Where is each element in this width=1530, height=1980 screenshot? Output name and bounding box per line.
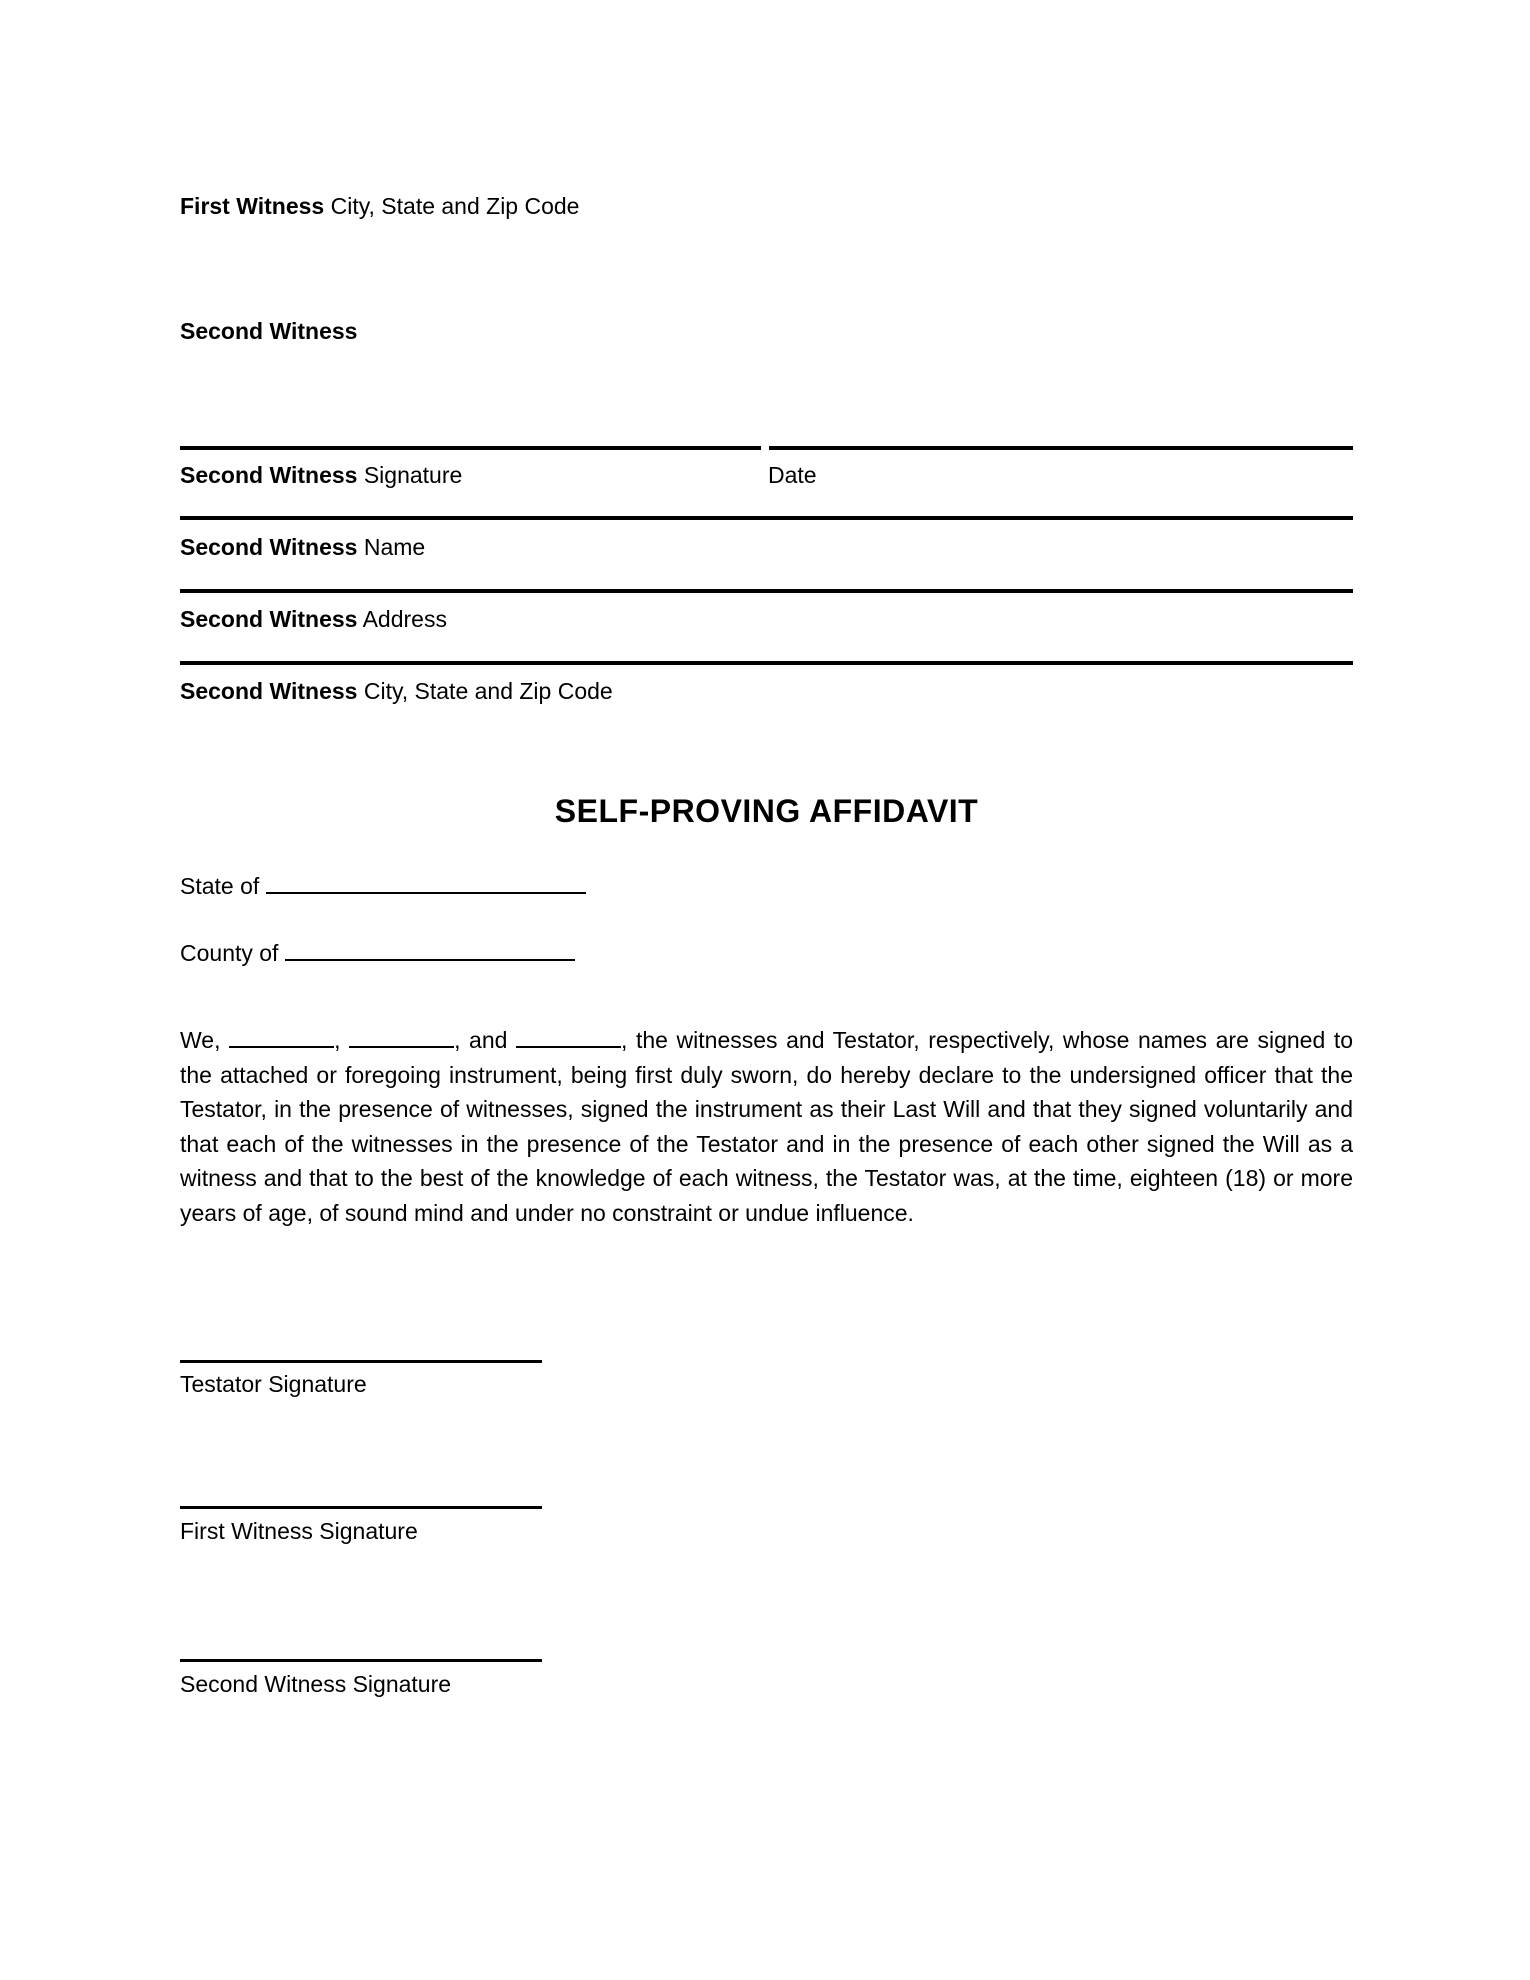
- paragraph-body: , the witnesses and Testator, respectively, whose names are signed to the attached or foregoing instrument, being first duly sworn, do hereby declare to the undersigned officer that the Testator, in the presence of witnesses, signed the instrument as their Last Will and that they signed voluntarily and that each of the witnesses in the presence of the Testator and in the presence of each other signed the Will as a witness and that to the best of the knowledge of each witness, the Testator was, at the time, eighteen (18) or more years of age, of sound mind and under no constraint or undue influence.: [180, 1027, 1354, 1226]
- second-witness-city-line: [180, 661, 1353, 665]
- label-date: Date: [768, 462, 817, 488]
- paragraph-sep2: , and: [454, 1027, 508, 1053]
- second-witness-signature-line: [180, 446, 761, 450]
- county-of-row: [180, 939, 575, 967]
- label-second-witness-address: [180, 606, 447, 633]
- heading-second-witness: Second Witness: [180, 318, 358, 344]
- state-blank-line: [266, 872, 586, 894]
- witness-name-blank-2: [349, 1028, 454, 1048]
- affidavit-title: SELF-PROVING AFFIDAVIT: [554, 793, 979, 829]
- witness-name-blank-1: [229, 1028, 334, 1048]
- affidavit-paragraph: [180, 1023, 1353, 1230]
- label-second-witness-signature-bold: Second Witness: [180, 462, 358, 488]
- label-first-witness-city-bold: First Witness: [180, 193, 325, 219]
- label-second-witness-signature-bottom: Second Witness Signature: [180, 1671, 452, 1697]
- state-of-row: [180, 872, 586, 900]
- label-state-of: State of: [180, 873, 260, 899]
- label-second-witness-signature: [180, 462, 462, 489]
- label-first-witness-city-rest: City, State and Zip Code: [324, 193, 580, 219]
- label-second-witness-signature-rest: Signature: [357, 462, 463, 488]
- label-first-witness-signature: First Witness Signature: [180, 1518, 418, 1544]
- label-first-witness-city: [180, 193, 579, 220]
- label-testator-signature: Testator Signature: [180, 1371, 367, 1397]
- label-second-witness-name-rest: Name: [357, 534, 426, 560]
- testator-signature-line: [180, 1360, 542, 1363]
- paragraph-sep1: ,: [334, 1027, 341, 1053]
- second-witness-signature-line-bottom: [180, 1659, 542, 1662]
- paragraph-lead: We,: [180, 1027, 221, 1053]
- label-second-witness-name: [180, 534, 425, 561]
- label-second-witness-city-bold: Second Witness: [180, 678, 358, 704]
- date-line: [769, 446, 1353, 450]
- label-second-witness-name-bold: Second Witness: [180, 534, 358, 560]
- second-witness-name-line: [180, 516, 1353, 520]
- first-witness-signature-line: [180, 1506, 542, 1509]
- label-second-witness-address-rest: Address: [357, 606, 447, 632]
- second-witness-address-line: [180, 589, 1353, 593]
- testator-name-blank: [516, 1028, 621, 1048]
- label-county-of: County of: [180, 940, 279, 966]
- label-second-witness-city: [180, 678, 613, 705]
- county-blank-line: [285, 939, 575, 961]
- label-second-witness-city-rest: City, State and Zip Code: [357, 678, 613, 704]
- label-second-witness-address-bold: Second Witness: [180, 606, 358, 632]
